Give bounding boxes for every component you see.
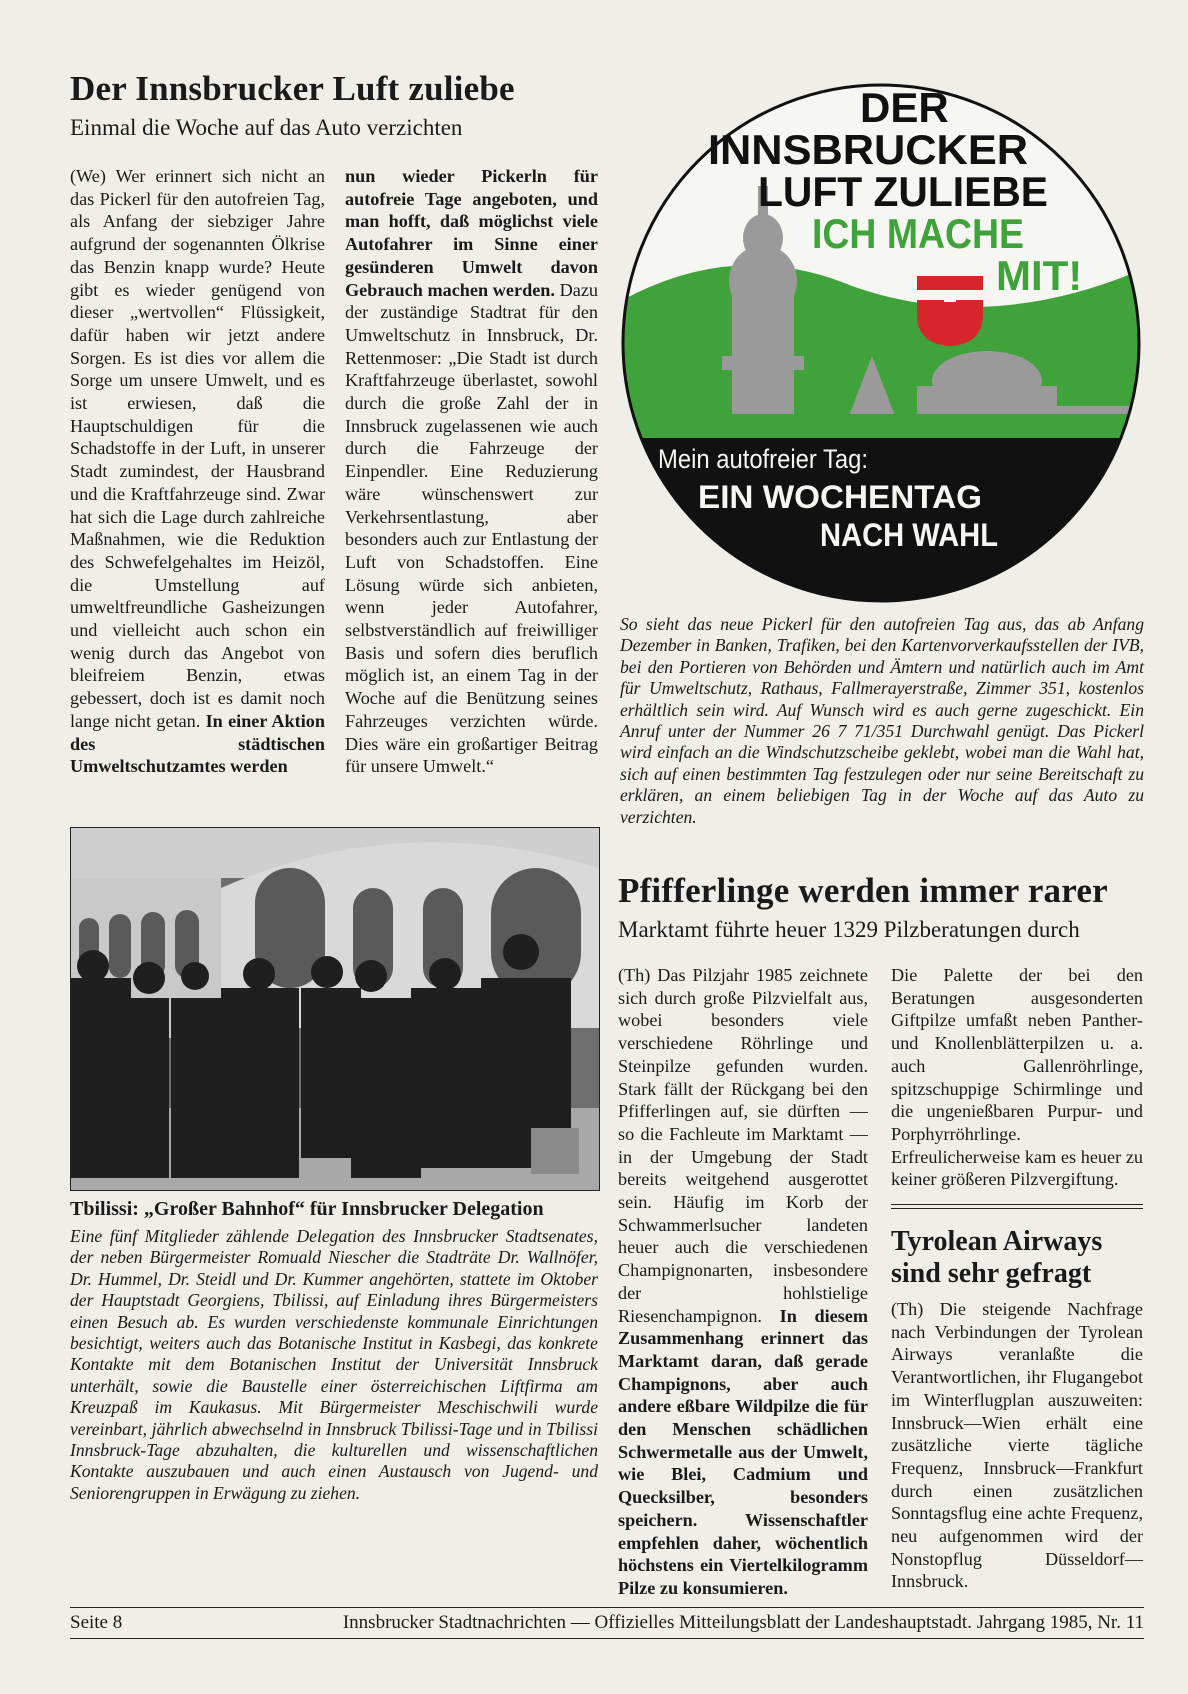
article2-subhead: Marktamt führte heuer 1329 Pilzberatungen durch <box>618 917 1080 942</box>
divider-rule <box>891 1204 1143 1209</box>
article1-subhead: Einmal die Woche auf das Auto verzichten <box>70 115 463 140</box>
article1-column-2 <box>345 165 598 778</box>
article2-col1-bold: In diesem Zusammenhang erinnert das Marktamt daran, daß gerade Champignons, aber auch andere eßbare Wildpilze die für den Menschen schädlichen Schwermetalle aus der Umwelt, wie Blei, Cadmium und Quecksilber, besonders speichern. Wissenschaftler empfehlen daher, wöchentlich höchstens ein Viertelkilogramm Pilze zu konsumieren. <box>618 1305 868 1598</box>
footer-masthead: Innsbrucker Stadtnachrichten — Offizielles Mitteilungsblatt der Landeshauptstadt. Jahrgang 1985, Nr. 11 <box>342 1612 1144 1633</box>
photo-graphic <box>71 828 599 1190</box>
article3-body <box>891 1298 1143 1593</box>
article2-col1-text: (Th) Das Pilzjahr 1985 zeichnete sich durch große Pilzvielfalt aus, wobei besonders viele verschiedene Röhrlinge und Steinpilze gefunden wurden. Stark fällt der Rückgang bei den Pfifferlingen auf, sie dürften — so die Fachleute im Marktamt — in der Umgebung der Stadt bereits weitgehend ausgerottet sein. Häufig im Korb der Schwammerlsucher landeten heuer auch die verschiedenen Champignonarten, insbesondere der hohlstielige Riesenchampignon. <box>618 965 868 1326</box>
photo-story-body: Eine fünf Mitglieder zählende Delegation des Innsbrucker Stadtsenates, der neben Bürgermeister Romuald Niescher die Stadträte Dr. Wallnöfer, Dr. Hummel, Dr. Steidl und Dr. Kummer angehörten, stattete im Oktober der Hauptstadt Georgiens, Tbilissi, auf Einladung ihres Bürgermeisters einen Besuch ab. Es wurden verschiedenste kommunale Einrichtungen besichtigt, weiters auch das Botanische Institut in Kasbegi, das konkrete Kontakte mit dem Botanischen Institut der Universität Innsbruck unterhält, sowie die Baustelle einer österreichischen Liftfirma am Kreuzpaß im Kaukasus. Mit Bürgermeister Meschischwili wurde vereinbart, jährlich abwechselnd in Innsbruck Tbilissi-Tage und in Tbilissi Innsbruck-Tage abzuhalten, die kulturellen und wissenschaftlichen Kontakte auszubauen und auch einen Austausch von Jugend- und Seniorengruppen in Erwägung zu ziehen. <box>70 1226 598 1503</box>
sticker-graphic <box>612 76 1150 606</box>
article1-column-1 <box>70 165 325 778</box>
article2-column-1 <box>618 964 868 1600</box>
photo-story-title: Tbilissi: „Großer Bahnhof“ für Innsbrucker Delegation <box>70 1198 544 1220</box>
sticker-line-5: MIT! <box>996 252 1083 299</box>
footer-page-number: Seite 8 <box>70 1612 123 1633</box>
article3-headline-line2: sind sehr gefragt <box>891 1258 1092 1289</box>
article3-headline <box>891 1226 1102 1290</box>
article1-headline: Der Innsbrucker Luft zuliebe <box>70 69 515 108</box>
article2-col2-text: Die Palette der bei den Beratungen ausgesonderten Giftpilze umfaßt neben Panther- und Knollenblätterpilzen u. a. auch Gallenröhrlinge, spitzschuppige Schirmlinge und die ungenießbaren Purpur- und Porphyrröhrlinge. Erfreulicherweise kam es heuer zu keiner größeren Pilzvergiftung. <box>891 965 1143 1190</box>
footer-rule-bottom <box>70 1638 1144 1639</box>
sticker-line-4: ICH MACHE <box>812 210 1024 257</box>
sticker-line-1: DER <box>860 84 949 131</box>
sticker-caption-text: So sieht das neue Pickerl für den autofreien Tag aus, das ab Anfang Dezember in Banken, Trafiken, bei den Kartenvorverkaufsstellen der IVB, bei den Portieren von Behörden und Ämtern und natürlich auch im Amt für Umweltschutz, Rathaus, Fallmerayerstraße, Zimmer 351, kostenlos erhältlich sein wird. Auf Wunsch wird es auch gerne zugeschickt. Ein Anruf unter der Nummer 26 7 71/351 Durchwahl genügt. Das Pickerl wird einfach an die Windschutzscheibe geklebt, wobei man die Wahl hat, sich auf einen bestimmten Tag festzulegen oder nur seine Bereitschaft zu erklären, an einem beliebigen Tag in der Woche auf das Auto zu verzichten. <box>620 614 1144 827</box>
sticker-line-3: LUFT ZULIEBE <box>758 168 1048 215</box>
footer-rule-top <box>70 1607 1144 1608</box>
sticker-band-1: Mein autofreier Tag: <box>658 444 868 474</box>
sticker-band-2: EIN WOCHENTAG <box>698 479 982 515</box>
sticker-line-2: INNSBRUCKER <box>708 126 1028 173</box>
article1-col2-text: Dazu der zuständige Stadtrat für den Umweltschutz in Innsbruck, Dr. Rettenmoser: „Die Stadt ist durch Kraftfahrzeuge überlastet, sowohl durch die große Zahl der in Innsbruck zugelassenen wie auch durch die Fahrzeuge der Einpendler. Eine Reduzierung wäre wünschenswert zur Verkehrsentlastung, aber besonders auch zur Entlastung der Luft von Schadstoffen. Eine Lösung würde sich anbieten, wenn jeder Autofahrer, selbstverständlich auf freiwilliger Basis und sofern dies beruflich möglich ist, an einem Tag in der Woche auf die Benützung seines Fahrzeuges verzichten würde. Dies wäre ein großartiger Beitrag für unsere Umwelt.“ <box>345 279 598 777</box>
autofrei-sticker <box>612 76 1150 606</box>
article3-text: (Th) Die steigende Nachfrage nach Verbindungen der Tyrolean Airways veranlaßte die Verantwortlichen, ihr Flugangebot im Winterflugplan auszuweiten: Innsbruck—Wien erhält eine zusätzliche vierte tägliche Frequenz, Innsbruck—Frankfurt durch einen zusätzlichen Sonntagsflug eine achte Frequenz, neu aufgenommen wird der Nonstopflug Düsseldorf—Innsbruck. <box>891 1299 1143 1592</box>
article3-headline-line1: Tyrolean Airways <box>891 1226 1103 1257</box>
photo-story-text <box>70 1226 598 1504</box>
innsbruck-shield-icon <box>917 276 983 346</box>
article1-col2-bold: nun wieder Pickerln für autofreie Tage angeboten, und man hofft, daß möglichst viele Autofahrer im Sinne einer gesünderen Umwelt davon Gebrauch machen werden. <box>345 166 598 300</box>
article1-col1-text: (We) Wer erinnert sich nicht an das Pickerl für den autofreien Tag, als Anfang der siebziger Jahre aufgrund der sogenannten Ölkrise das Benzin knapp wurde? Heute gibt es wieder genügend von dieser „wertvollen“ Flüssigkeit, dafür haben wir jetzt andere Sorgen. Es ist dies vor allem die Sorge um unsere Umwelt, und es ist erwiesen, daß die Hauptschuldigen für die Schadstoffe in der Luft, in unserer Stadt zumindest, der Hausbrand und die Kraftfahrzeuge sind. Zwar hat sich die Lage durch zahlreiche Maßnahmen, wie die Reduktion des Schwefelgehaltes im Heizöl, die Umstellung auf umweltfreundliche Gasheizungen und vielleicht auch schon ein wenig durch das Angebot von bleifreiem Benzin, etwas gebessert, doch ist es damit noch lange nicht getan. <box>70 166 325 731</box>
sticker-caption <box>620 614 1144 828</box>
delegation-photo <box>70 827 600 1191</box>
article2-column-2 <box>891 964 1143 1191</box>
sticker-band-3: NACH WAHL <box>820 517 998 553</box>
article2-headline: Pfifferlinge werden immer rarer <box>618 871 1108 910</box>
article1-col1-bold: In einer Aktion des städtischen Umweltschutzamtes werden <box>70 710 325 777</box>
